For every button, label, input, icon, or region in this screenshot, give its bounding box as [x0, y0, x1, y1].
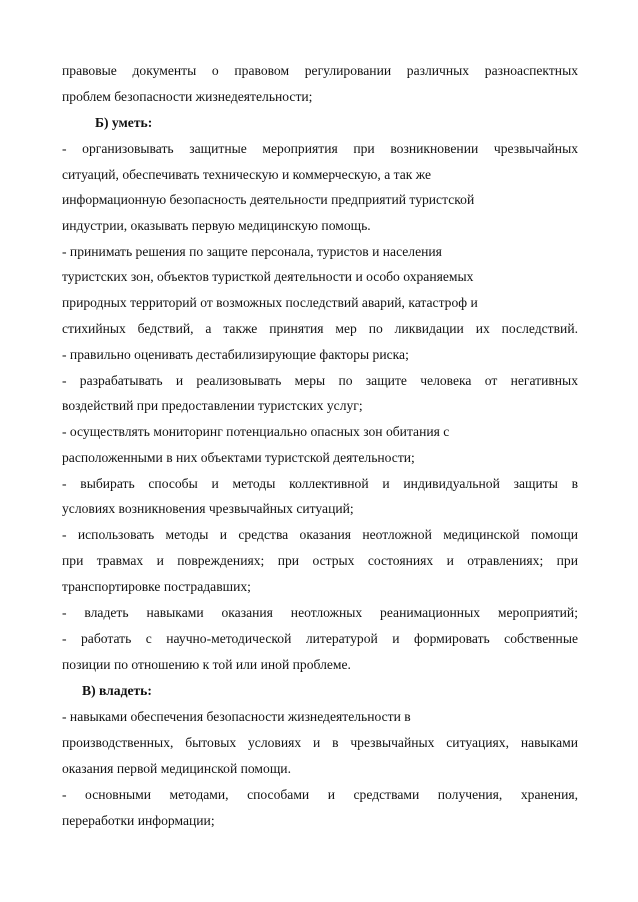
text-line: - выбирать способы и методы коллективной и индивидуальной защиты в [62, 476, 578, 491]
text-line: информационную безопасность деятельности предприятий туристской [62, 192, 475, 207]
text-line: - навыками обеспечения безопасности жизнедеятельности в [62, 709, 411, 724]
text-line: воздействий при предоставлении туристских услуг; [62, 398, 363, 413]
text-line: при травмах и повреждениях; при острых состояниях и отравлениях; при [62, 553, 578, 568]
text-line: - правильно оценивать дестабилизирующие факторы риска; [62, 347, 409, 362]
section-heading-b: Б) уметь: [95, 115, 153, 130]
text-line: туристских зон, объектов туристкой деятельности и особо охраняемых [62, 269, 474, 284]
text-line: проблем безопасности жизнедеятельности; [62, 89, 313, 104]
text-line: условиях возникновения чрезвычайных ситуаций; [62, 501, 354, 516]
text-line: - принимать решения по защите персонала, туристов и населения [62, 244, 442, 259]
text-line: - работать с научно-методической литературой и формировать собственные [62, 631, 578, 646]
text-line: - организовывать защитные мероприятия при возникновении чрезвычайных [62, 141, 578, 156]
text-line: правовые документы о правовом регулировании различных разноаспектных [62, 63, 578, 78]
text-line: производственных, бытовых условиях и в чрезвычайных ситуациях, навыками [62, 735, 578, 750]
section-heading-v: В) владеть: [82, 683, 152, 698]
text-line: оказания первой медицинской помощи. [62, 761, 291, 776]
text-line: расположенными в них объектами туристской деятельности; [62, 450, 415, 465]
text-line: индустрии, оказывать первую медицинскую помощь. [62, 218, 371, 233]
text-line: - владеть навыками оказания неотложных реанимационных мероприятий; [62, 605, 578, 620]
text-line: - осуществлять мониторинг потенциально опасных зон обитания с [62, 424, 450, 439]
text-line: - использовать методы и средства оказания неотложной медицинской помощи [62, 527, 578, 542]
text-line: - основными методами, способами и средствами получения, хранения, [62, 787, 578, 802]
text-line: транспортировке пострадавших; [62, 579, 251, 594]
text-line: переработки информации; [62, 813, 215, 828]
text-line: позиции по отношению к той или иной проблеме. [62, 657, 351, 672]
text-line: ситуаций, обеспечивать техническую и коммерческую, а так же [62, 167, 432, 182]
text-line: - разрабатывать и реализовывать меры по защите человека от негативных [62, 373, 578, 388]
text-line: природных территорий от возможных последствий аварий, катастроф и [62, 295, 478, 310]
text-line: стихийных бедствий, а также принятия мер по ликвидации их последствий. [62, 321, 578, 336]
